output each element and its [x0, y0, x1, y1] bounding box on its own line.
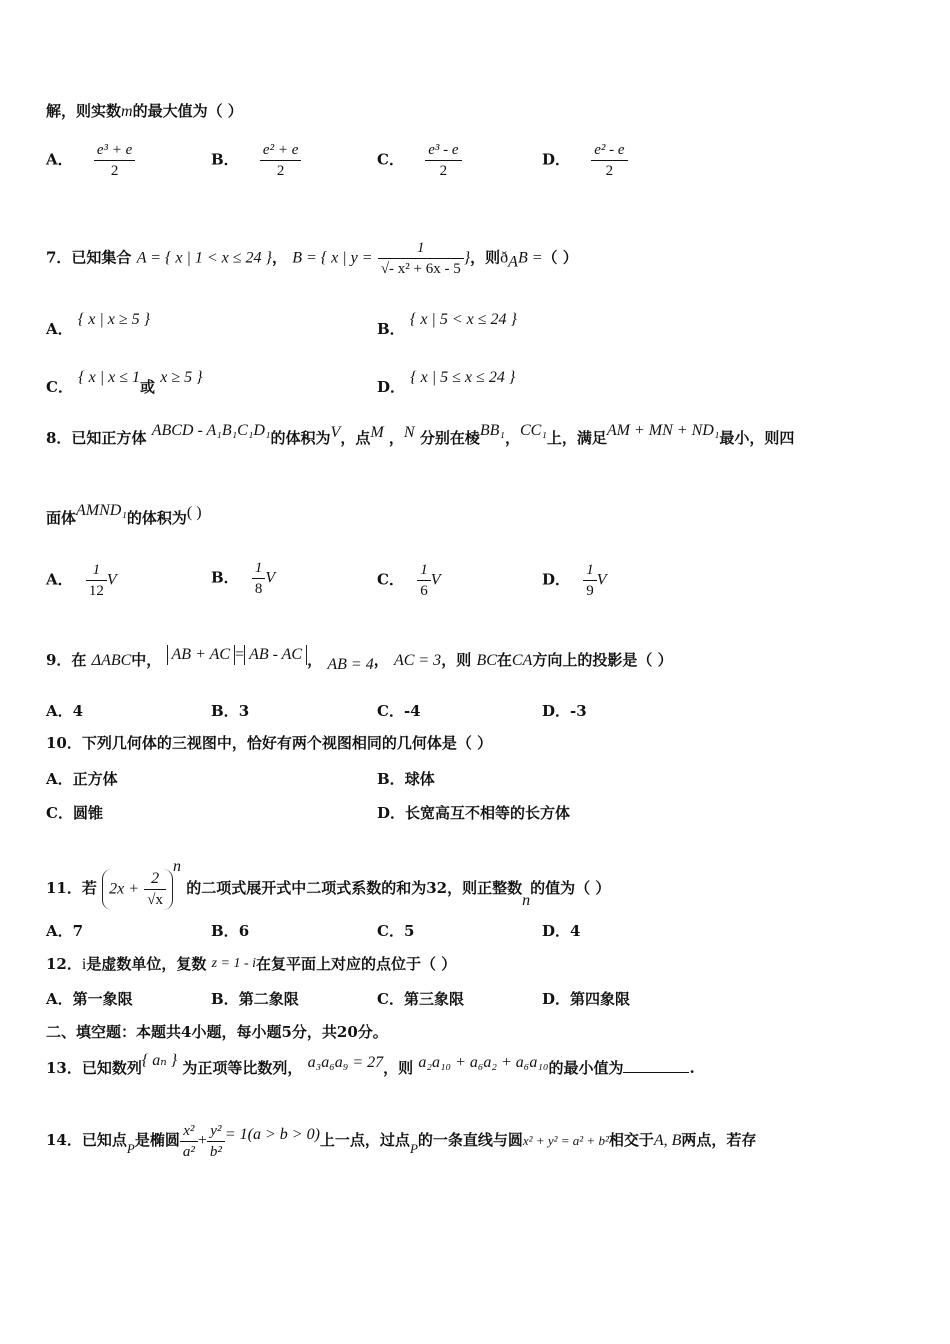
answer-paren: ( ): [186, 504, 202, 521]
numerator: 1: [417, 560, 431, 581]
q9-eq: =: [235, 646, 245, 663]
q9-bc: BC: [476, 652, 497, 669]
option-letter: A．: [46, 770, 73, 788]
option-letter: D．: [542, 922, 571, 940]
option-tail: V: [596, 571, 607, 589]
q9-option-c[interactable]: [377, 700, 421, 721]
q10-stem: [46, 733, 492, 753]
q8-stem-line2: [46, 502, 202, 529]
option-letter: A．: [46, 702, 73, 720]
option-fraction: [86, 560, 107, 601]
option-tail: V: [106, 571, 117, 589]
numerator: y²: [207, 1121, 225, 1142]
q7-set-b-lhs: B = { x | y =: [292, 249, 373, 267]
q11-paren-expr: [102, 869, 173, 910]
option-or: 或: [139, 378, 155, 396]
option-text: 第二象限: [238, 990, 299, 1008]
option-letter: D．: [377, 378, 406, 396]
complement-rhs: B =: [517, 249, 543, 267]
option-text: 长宽高互不相等的长方体: [405, 804, 571, 822]
answer-blank[interactable]: [623, 1058, 689, 1073]
denominator: 2: [276, 163, 285, 179]
q12-text: 是虚数单位，复数: [86, 955, 207, 973]
q8-m: M: [370, 424, 384, 441]
q14-p: P: [126, 1141, 135, 1156]
denominator: 2: [439, 163, 448, 179]
option-text: 正方体: [72, 770, 118, 788]
q6-option-c[interactable]: [377, 140, 462, 181]
option-tail: V: [265, 569, 276, 587]
q9-abs-right: AB - AC: [244, 645, 307, 665]
q9-text: ，则: [441, 651, 472, 669]
q12-option-b[interactable]: [211, 988, 299, 1009]
q9-label: 9．在: [46, 651, 87, 669]
option-letter: A．: [46, 570, 73, 589]
q10-option-c[interactable]: [46, 802, 103, 823]
q6-option-a[interactable]: [46, 140, 135, 181]
q7-option-a[interactable]: [46, 308, 151, 338]
option-text: -3: [570, 702, 587, 720]
denominator: 8: [254, 581, 263, 597]
brace-close: }: [463, 249, 471, 267]
option-text: 3: [238, 702, 250, 720]
q11-text: 的值为（ ）: [530, 879, 611, 897]
complement-symbol: ð: [500, 249, 509, 267]
option-text: 4: [570, 922, 581, 940]
option-fraction: [591, 140, 627, 181]
section-title: 二、填空题：本题共4小题，每小题5分，共20分。: [46, 1023, 388, 1041]
option-letter: A．: [46, 990, 73, 1008]
q7-option-d[interactable]: [377, 366, 516, 396]
numerator: x²: [180, 1121, 198, 1142]
option-letter: A．: [46, 320, 73, 338]
q8-option-c[interactable]: [377, 560, 440, 601]
q13-cond: a₃a₆a₉ = 27: [307, 1054, 384, 1071]
option-letter: D．: [542, 150, 571, 169]
comma: ，: [307, 651, 323, 669]
denominator: 9: [586, 583, 594, 599]
q8-cc1: CC₁: [519, 422, 547, 439]
option-letter: A．: [46, 922, 73, 940]
q9-ab: AB = 4: [327, 656, 374, 673]
comma: ，: [271, 248, 287, 267]
numerator: 1: [252, 558, 266, 579]
q13-text: 的最小值为: [548, 1059, 624, 1077]
q11-option-b[interactable]: [211, 920, 249, 941]
option-text: 第四象限: [570, 990, 631, 1008]
comma: ，: [373, 651, 389, 669]
then-text: ，则: [470, 248, 501, 267]
q12-text: 在复平面上对应的点位于（ ）: [256, 955, 457, 973]
q8-option-d[interactable]: [542, 560, 607, 601]
option-letter: B．: [211, 150, 239, 169]
option-letter: B．: [377, 770, 405, 788]
q14-circle: x² + y² = a² + b²: [522, 1133, 609, 1148]
option-letter: C．: [46, 378, 73, 396]
q14-eq-tail: = 1(a > b > 0): [224, 1126, 320, 1143]
q12-option-d[interactable]: [542, 988, 630, 1009]
numerator: 1: [583, 560, 597, 581]
q14-text: 的一条直线与圆: [417, 1131, 523, 1149]
option-letter: B．: [211, 568, 239, 587]
option-text: { x | x ≥ 5 }: [77, 311, 151, 328]
option-text: 7: [72, 922, 84, 940]
q14-ab: A, B: [653, 1132, 682, 1149]
option-letter: B．: [377, 320, 405, 338]
q12-z: z = 1 - i: [211, 956, 257, 971]
q8-v: V: [330, 424, 341, 441]
q8-bb1: BB₁: [479, 422, 505, 439]
q13-label: 13．已知数列: [46, 1059, 142, 1077]
q7-stem: [46, 238, 578, 279]
q11-stem: [46, 845, 610, 911]
q6-option-d[interactable]: [542, 140, 628, 181]
q14-frac-x: [180, 1121, 198, 1162]
denominator: 2: [110, 163, 119, 179]
q8-text: 最小，则四: [719, 429, 795, 447]
option-tail: V: [430, 571, 441, 589]
q13-seq: { aₙ }: [141, 1052, 178, 1069]
q12-option-c[interactable]: [377, 988, 464, 1009]
option-text: -4: [403, 702, 421, 720]
q14-text: 是椭圆: [134, 1131, 180, 1149]
plus: +: [197, 1132, 207, 1149]
denominator: b²: [209, 1143, 222, 1160]
q10-option-b[interactable]: [377, 768, 435, 789]
complement-sub: A: [508, 253, 518, 271]
q8-option-b[interactable]: [211, 558, 275, 599]
q11-option-d[interactable]: [542, 920, 580, 941]
q13-text: ，则: [383, 1059, 414, 1077]
q7-set-b-fraction: [378, 238, 464, 279]
option-fraction: [94, 140, 135, 181]
option-letter: C．: [46, 804, 73, 822]
q6-text-end: 的最大值为（ ）: [132, 102, 243, 120]
period: .: [689, 1059, 695, 1077]
q14-text: 相交于: [608, 1131, 654, 1149]
numerator: 1: [378, 238, 464, 259]
q7-option-c[interactable]: [46, 366, 203, 396]
q10-option-a[interactable]: [46, 768, 118, 789]
q12-stem: [46, 954, 456, 976]
q6-var-m: m: [121, 103, 133, 120]
option-letter: B．: [211, 922, 239, 940]
q11-fraction: [144, 869, 166, 910]
denominator: 2: [605, 163, 614, 179]
answer-paren: （ ）: [542, 248, 578, 267]
q13-expr: a₂a₁₀ + a₆a₂ + a₆a₁₀: [418, 1054, 549, 1071]
q12-i: i: [81, 956, 87, 973]
denominator: √- x² + 6x - 5: [380, 261, 461, 277]
option-letter: C．: [377, 150, 404, 169]
q8-text: 面体: [46, 509, 77, 527]
q9-option-b[interactable]: [211, 700, 249, 721]
option-text: 6: [238, 922, 250, 940]
option-text: 第一象限: [72, 990, 133, 1008]
q9-text: 方向上的投影是（ ）: [532, 651, 673, 669]
q8-sum: AM + MN + ND₁: [606, 422, 720, 439]
option-text: 4: [72, 702, 84, 720]
numerator: e² - e: [591, 140, 627, 161]
option-letter: C．: [377, 570, 404, 589]
q7-option-b[interactable]: [377, 308, 517, 338]
option-fraction: [425, 140, 461, 181]
option-letter: D．: [542, 570, 571, 589]
q9-abs-left: AB + AC: [167, 645, 236, 665]
option-fraction: [417, 560, 431, 601]
option-letter: D．: [377, 804, 406, 822]
q14-text: 上一点，过点: [319, 1131, 410, 1149]
q9-ac: AC = 3: [393, 652, 442, 669]
q6-stem: [46, 101, 243, 122]
option-fraction: [252, 558, 266, 599]
denominator: √x: [147, 891, 163, 908]
option-letter: C．: [377, 922, 404, 940]
q10-option-d[interactable]: [377, 802, 570, 823]
q6-option-b[interactable]: [211, 140, 301, 181]
q11-power: n: [172, 858, 181, 875]
q8-stem-line1: [46, 422, 795, 449]
numerator: e³ + e: [94, 140, 135, 161]
q9-option-d[interactable]: [542, 700, 587, 721]
q8-text: 分别在棱: [419, 429, 480, 447]
option-text-2: x ≥ 5 }: [160, 369, 203, 386]
option-letter: D．: [542, 990, 571, 1008]
q8-label: 8．已知正方体: [46, 429, 147, 447]
option-fraction: [260, 140, 301, 181]
section-heading: [46, 1022, 388, 1042]
q7-label: 7．已知集合: [46, 248, 132, 267]
q8-cube: ABCD - A₁B₁C₁D₁: [151, 422, 271, 439]
denominator: 6: [420, 583, 428, 599]
q14-text: 两点，若存: [681, 1131, 757, 1149]
q8-n: N: [403, 424, 415, 441]
option-letter: D．: [542, 702, 571, 720]
option-fraction: [583, 560, 597, 601]
q11-expr: 2x +: [109, 880, 140, 897]
q11-n: n: [522, 892, 531, 909]
q8-text: ，点: [340, 429, 371, 447]
q10-label: 10．下列几何体的三视图中，恰好有两个视图相同的几何体是（ ）: [46, 734, 493, 752]
q9-text: 在: [496, 651, 512, 669]
q9-text: 中，: [131, 651, 162, 669]
option-text: { x | 5 < x ≤ 24 }: [409, 311, 517, 328]
q12-option-a[interactable]: [46, 988, 133, 1009]
q7-set-a: A = { x | 1 < x ≤ 24 }: [136, 249, 272, 267]
numerator: e³ - e: [425, 140, 461, 161]
option-text: { x | 5 ≤ x ≤ 24 }: [410, 369, 516, 386]
q8-text: 的体积为: [126, 509, 187, 527]
option-text: { x | x ≤ 1: [78, 369, 140, 386]
q11-option-a[interactable]: [46, 920, 83, 941]
q14-label: 14．已知点: [46, 1131, 127, 1149]
q8-text: 的体积为: [270, 429, 331, 447]
denominator: 12: [88, 583, 104, 599]
q14-frac-y: [207, 1121, 225, 1162]
numerator: 1: [86, 560, 107, 581]
numerator: e² + e: [260, 140, 301, 161]
option-letter: C．: [377, 990, 404, 1008]
q11-text: 的二项式展开式中二项式系数的和为32，则正整数: [186, 879, 523, 897]
q12-label: 12．: [46, 955, 82, 973]
q14-p2: P: [409, 1141, 418, 1156]
q13-stem: [46, 1052, 695, 1079]
q6-text: 解，则实数: [46, 102, 122, 120]
option-text: 5: [403, 922, 415, 940]
option-letter: B．: [211, 702, 239, 720]
q11-label: 11．若: [46, 879, 97, 897]
q9-stem: [46, 646, 673, 673]
numerator: 2: [144, 869, 166, 890]
q8-option-a[interactable]: [46, 560, 117, 601]
q9-triangle: ΔABC: [91, 652, 132, 669]
option-letter: B．: [211, 990, 239, 1008]
option-letter: A．: [46, 150, 73, 169]
option-letter: C．: [377, 702, 404, 720]
comma: ，: [504, 429, 520, 447]
comma: ，: [388, 429, 404, 447]
option-text: 球体: [404, 770, 435, 788]
q13-text: 为正项等比数列，: [182, 1059, 303, 1077]
q11-option-c[interactable]: [377, 920, 414, 941]
q8-tetra: AMND₁: [76, 502, 127, 519]
q9-option-a[interactable]: [46, 700, 83, 721]
option-text: 圆锥: [72, 804, 103, 822]
q14-stem: [46, 1118, 756, 1163]
denominator: a²: [182, 1143, 195, 1160]
q8-text: 上，满足: [546, 429, 607, 447]
q9-ca: CA: [511, 652, 533, 669]
option-text: 第三象限: [403, 990, 464, 1008]
